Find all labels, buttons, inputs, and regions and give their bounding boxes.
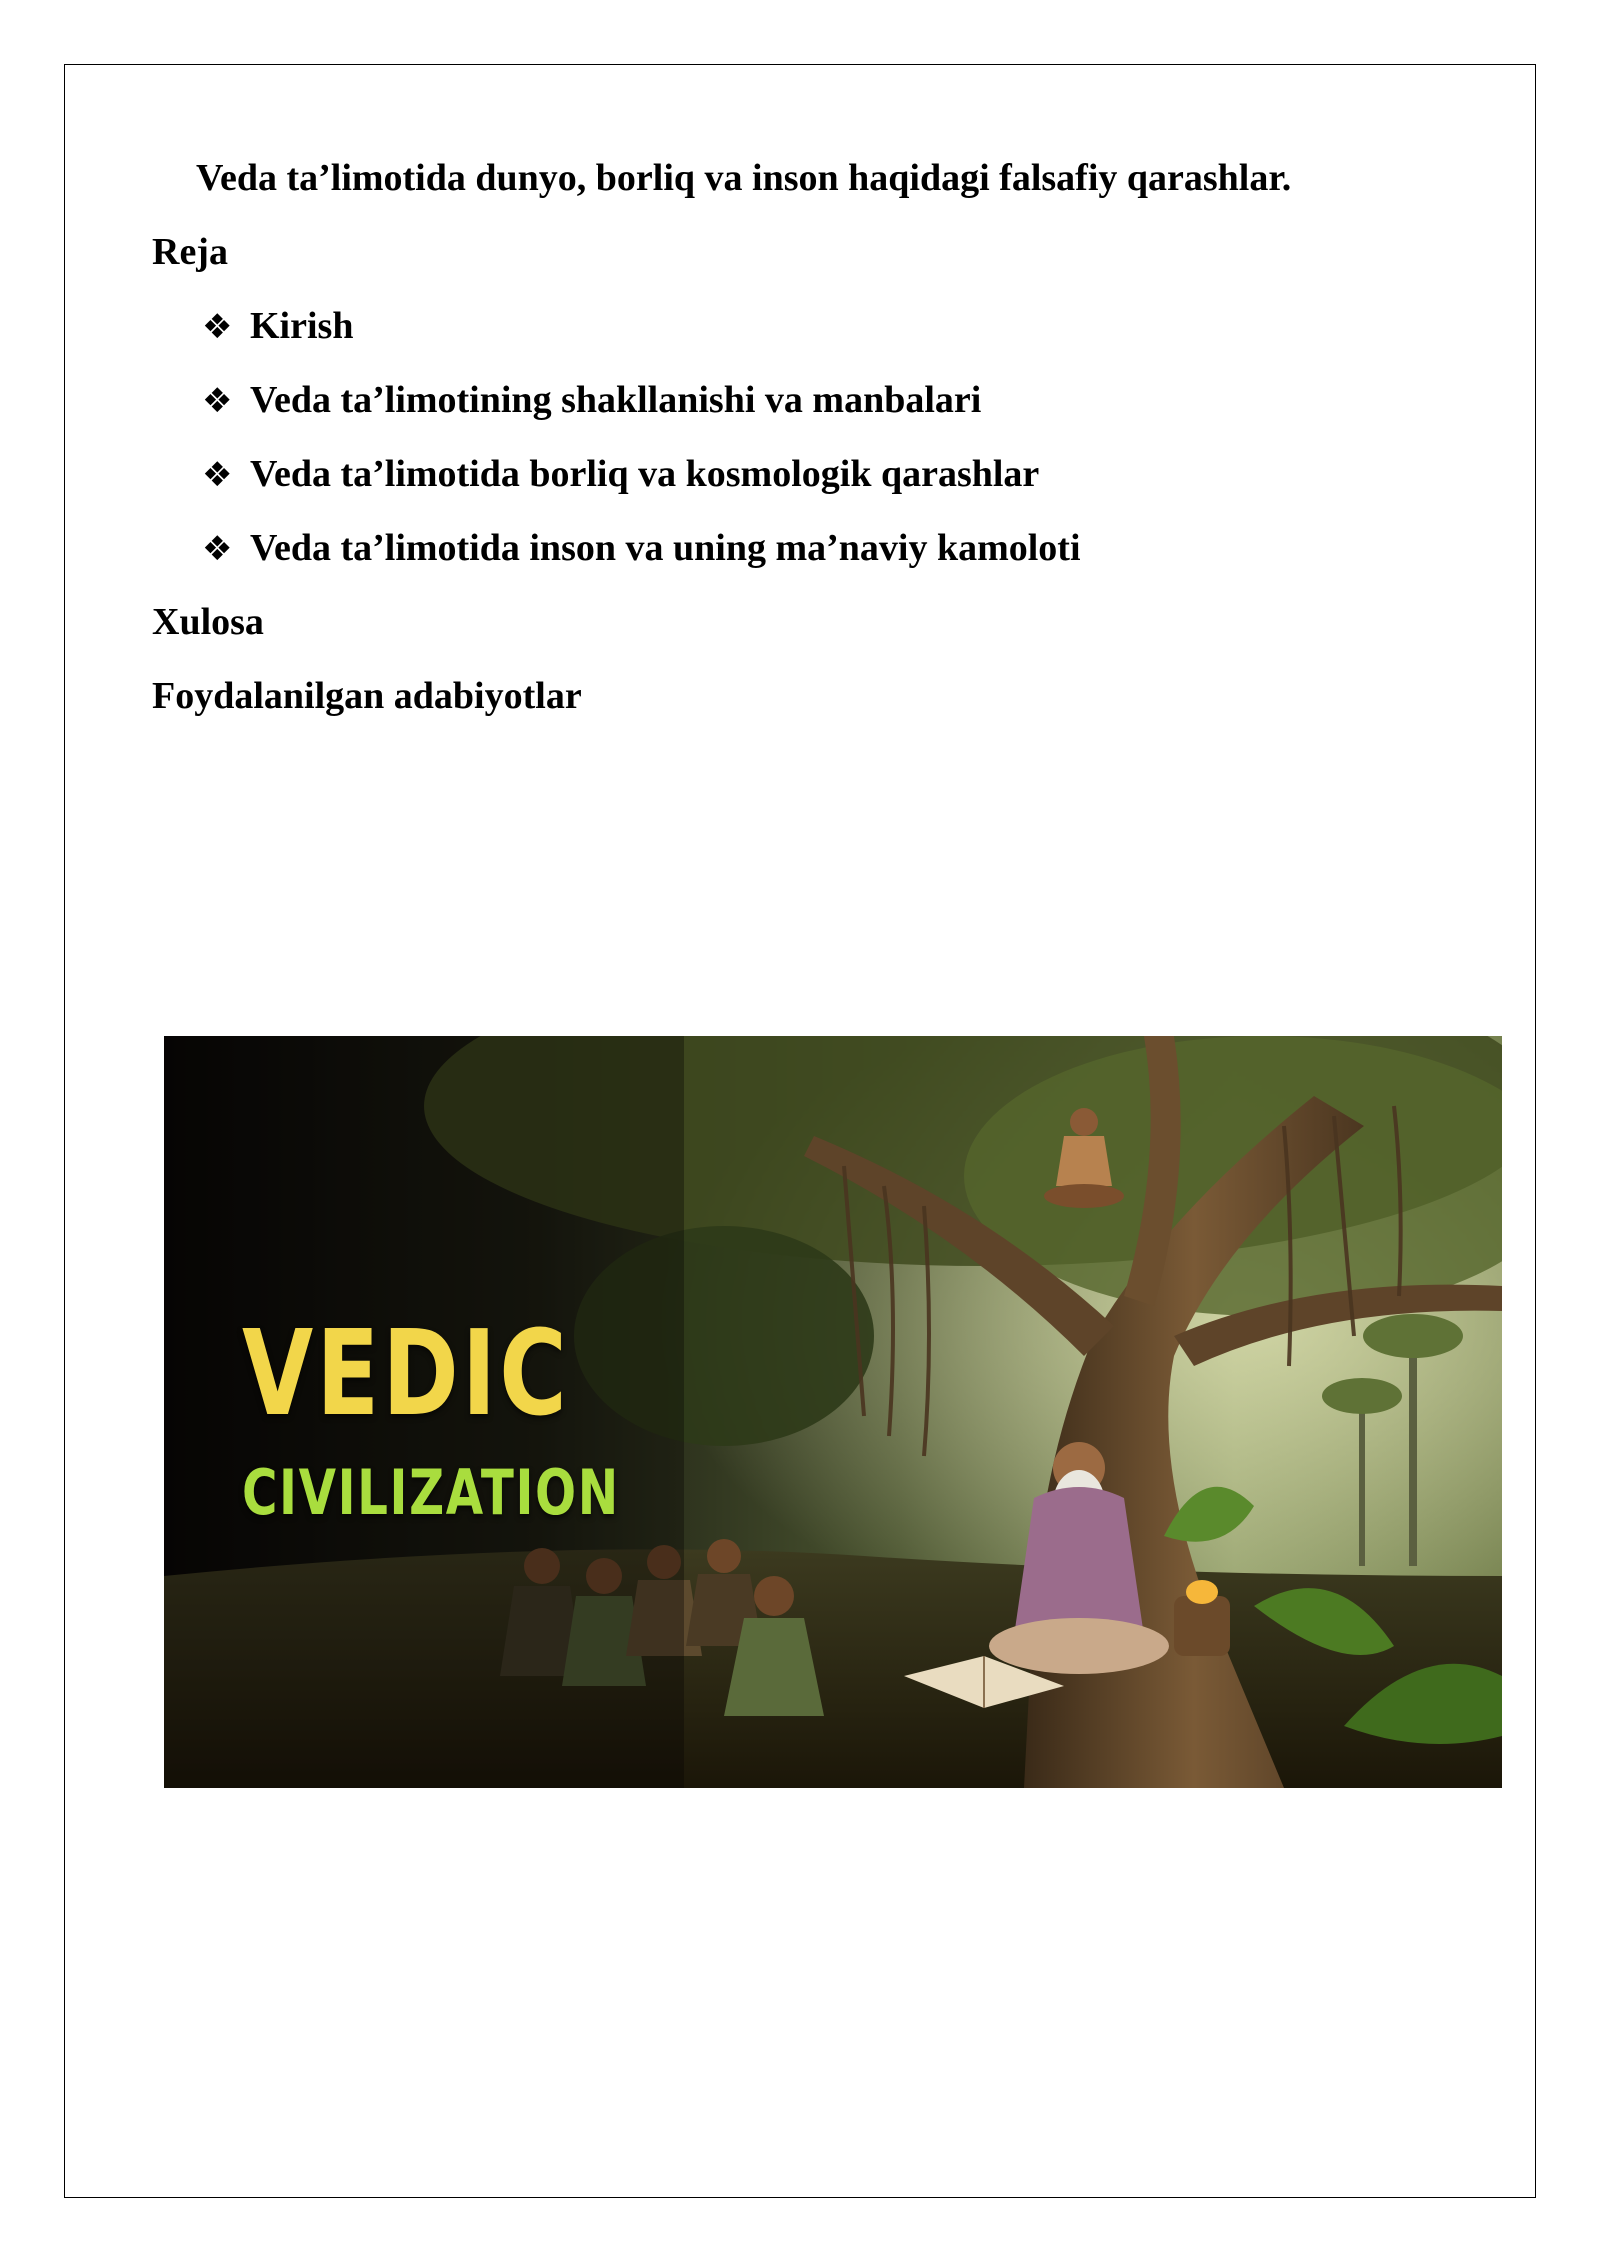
diamond-bullet-icon: ❖ — [202, 307, 233, 347]
conclusion-heading: Xulosa — [152, 601, 264, 643]
plan-item — [202, 526, 1081, 570]
plan-item — [202, 304, 353, 348]
diamond-bullet-icon: ❖ — [202, 455, 233, 495]
illustration-title-sub: CIVILIZATION — [242, 1456, 620, 1529]
plan-item-label: Veda ta’limotida borliq va kosmologik qarashlar — [250, 453, 1040, 495]
document-title: Veda ta’limotida dunyo, borliq va inson haqidagi falsafiy qarashlar. — [196, 157, 1292, 199]
diamond-bullet-icon: ❖ — [202, 381, 233, 421]
references-heading: Foydalanilgan adabiyotlar — [152, 675, 582, 717]
plan-item-label: Veda ta’limotining shakllanishi va manbalari — [250, 379, 982, 421]
vedic-civilization-illustration — [164, 1036, 1502, 1788]
diamond-bullet-icon: ❖ — [202, 529, 233, 569]
plan-item — [202, 452, 1039, 496]
plan-item — [202, 378, 981, 422]
plan-item-label: Kirish — [250, 305, 354, 347]
plan-item-label: Veda ta’limotida inson va uning ma’naviy kamoloti — [250, 527, 1081, 569]
plan-heading: Reja — [152, 231, 228, 273]
illustration-title-main: VEDIC — [242, 1304, 570, 1442]
